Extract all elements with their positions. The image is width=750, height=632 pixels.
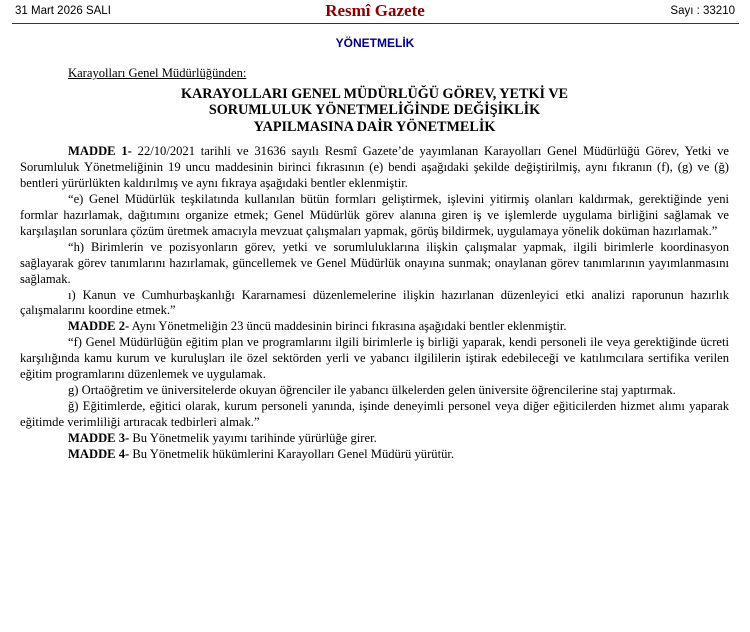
clause-e-paragraph: [20, 192, 729, 240]
issue-number: Sayı : 33210: [670, 5, 735, 17]
title-line: YAPILMASINA DAİR YÖNETMELİK: [253, 118, 496, 135]
regulation-document: [20, 66, 729, 463]
paragraph-text: g) Ortaöğretim ve üniversitelerde okuyan öğrenciler ile yabancı ülkelerden gelen üniversite öğrencilerine staj yaptırmak.: [68, 383, 676, 397]
article-4-paragraph: [20, 447, 729, 463]
clause-g-paragraph: [20, 383, 729, 399]
clause-i-paragraph: [20, 288, 729, 320]
issue-date: 31 Mart 2026 SALI: [15, 5, 111, 17]
paragraph-text: “e) Genel Müdürlük teşkilatında kullanılan bütün formları geliştirmek, işlevini yitirmiş olanları kaldırmak, gerektiğinde yeni formlar hazırlamak, dağıtımını organize etmek; Genel Müdürlük görev alanına giren iş ve işlemlerde uygulama birliğini sağlamak ve karşılaşılan sorunlara çözüm üretmek amacıyla mevzuat çalışmaları yapmak, görüş bildirmek, uygulamaya yönelik doküman hazırlamak.”: [20, 192, 729, 238]
title-line: SORUMLULUK YÖNETMELİĞİNDE DEĞİŞİKLİK: [208, 102, 541, 119]
article-label: MADDE 1-: [68, 144, 132, 159]
paragraph-text: ğ) Eğitimlerde, eğitici olarak, kurum personeli yanında, işinde deneyimli personel veya diğer eğiticilerden hizmet alımı yaparak eğitimde verimliliği artıracak tedbirleri almak.”: [20, 398, 729, 429]
paragraph-text: Bu Yönetmelik yayımı tarihinde yürürlüğe girer.: [129, 430, 377, 445]
article-1-paragraph: [20, 144, 729, 192]
paragraph-text: “f) Genel Müdürlüğün eğitim plan ve programlarını ilgili birimlerle iş birliği yaparak, kendi personeli ile veya gerektiğinde ücreti karşılığında kamu kurum ve kuruluşları ile özel sektörden yerli ve yabancı ilgililerin iştirak edebileceği ve katılımcılara sertifika verilen eğitim programlarını düzenlemek ve uygulamak.: [20, 335, 729, 382]
issuer-line: Karayolları Genel Müdürlüğünden:: [68, 66, 247, 80]
masthead-title: Resmî Gazete: [325, 1, 425, 20]
paragraph-text: Bu Yönetmelik hükümlerini Karayolları Genel Müdürü yürütür.: [129, 446, 455, 461]
clause-gh-paragraph: [20, 399, 729, 431]
clause-h-paragraph: [20, 240, 729, 288]
article-label: MADDE 3-: [68, 430, 130, 445]
article-label: MADDE 4-: [68, 446, 130, 461]
header-divider: [12, 23, 739, 24]
article-2-paragraph: [20, 319, 729, 335]
section-heading: YÖNETMELİK: [335, 36, 415, 50]
paragraph-text: 22/10/2021 tarihli ve 31636 sayılı Resmî Gazete’de yayımlanan Karayolları Genel Müdürlüğü Görev, Yetki ve Sorumluluk Yönetmeliğinin 19 uncu maddesinin birinci fıkrasının (e) bendi aşağıdaki şekilde değiştirilmiş, aynı fıkranın (f), (g) ve (ğ) bentleri yürürlükten kaldırılmış ve aynı fıkraya aşağıdaki bentler eklenmiştir.: [20, 144, 729, 191]
paragraph-text: Aynı Yönetmeliğin 23 üncü maddesinin birinci fıkrasına aşağıdaki bentler eklenmiştir.: [129, 319, 567, 334]
regulation-title: [20, 86, 729, 136]
article-3-paragraph: [20, 431, 729, 447]
paragraph-text: “h) Birimlerin ve pozisyonların görev, yetki ve sorumluluklarına ilişkin çalışmalar yapmak, ilgili birimlerle koordinasyon sağlayarak görev tanımlarını hazırlamak, güncellemek ve Genel Müdürlük onayına sunmak; onaylanan görev tanımlarının yayımlanmasını sağlamak.: [20, 239, 729, 286]
paragraph-text: ı) Kanun ve Cumhurbaşkanlığı Kararnamesi düzenlemelerine ilişkin hazırlanan düzenleyici etki analizi raporunun hazırlık çalışmalarını koordine etmek.”: [20, 287, 729, 318]
article-label: MADDE 2-: [68, 319, 130, 334]
title-line: KARAYOLLARI GENEL MÜDÜRLÜĞÜ GÖREV, YETKİ VE: [180, 85, 569, 102]
gazette-header: [0, 0, 750, 24]
clause-f-paragraph: [20, 335, 729, 383]
